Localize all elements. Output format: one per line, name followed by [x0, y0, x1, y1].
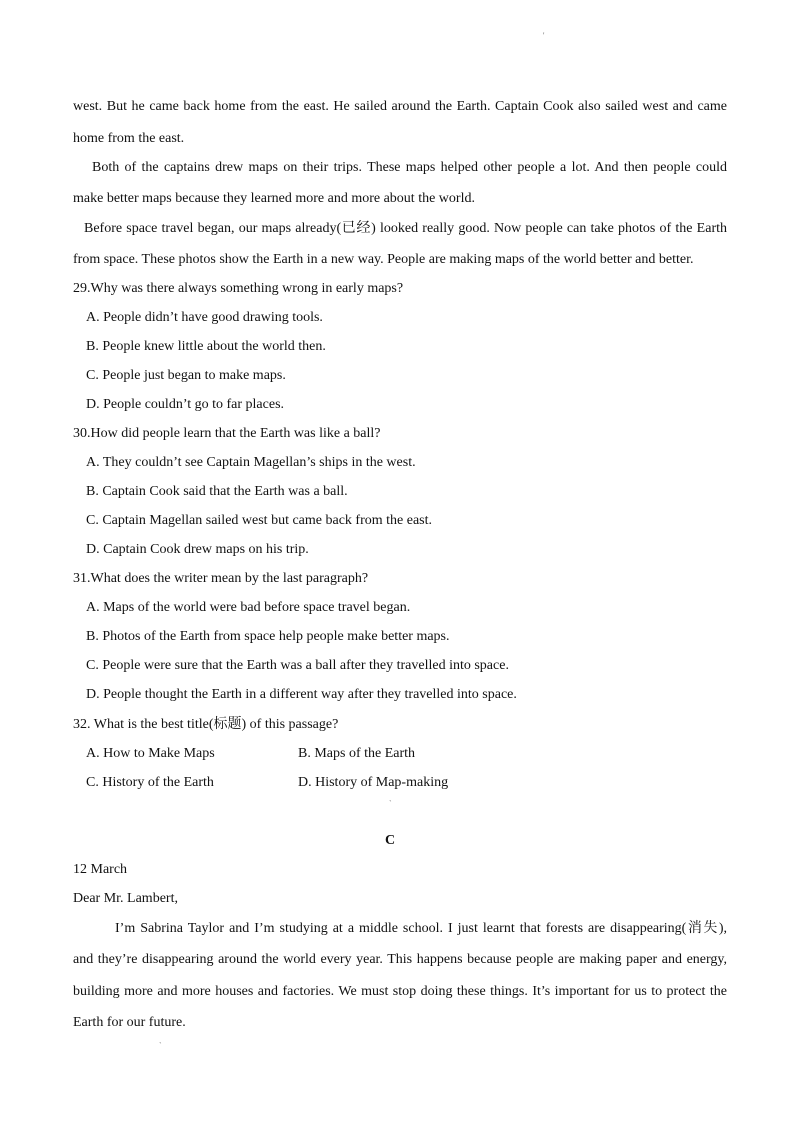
question-30-option-d: D. Captain Cook drew maps on his trip. — [86, 542, 309, 557]
question-30-stem: 30.How did people learn that the Earth was like a ball? — [73, 426, 381, 441]
stray-mark-bottom: ` — [159, 1041, 162, 1050]
question-29-option-d: D. People couldn’t go to far places. — [86, 397, 285, 412]
question-32-option-a: A. How to Make Maps — [86, 746, 215, 761]
question-30-option-a: A. They couldn’t see Captain Magellan’s ships in the west. — [86, 455, 416, 470]
question-30-option-c: C. Captain Magellan sailed west but came back from the east. — [86, 513, 433, 528]
question-29-option-a: A. People didn’t have good drawing tools. — [86, 310, 323, 325]
question-29-option-c: C. People just began to make maps. — [86, 368, 286, 383]
question-30-option-b: B. Captain Cook said that the Earth was a ball. — [86, 484, 348, 499]
letter-greeting: Dear Mr. Lambert, — [73, 891, 178, 906]
question-31-option-b: B. Photos of the Earth from space help people make better maps. — [86, 629, 450, 644]
passage-b-p3-line2: from space. These photos show the Earth in a new way. People are making maps of the world better and better. — [73, 252, 694, 267]
question-31-option-d: D. People thought the Earth in a different way after they travelled into space. — [86, 687, 517, 702]
question-32-option-c: C. History of the Earth — [86, 775, 214, 790]
question-31-stem: 31.What does the writer mean by the last paragraph? — [73, 571, 369, 586]
letter-body-line1: I’m Sabrina Taylor and I’m studying at a middle school. I just learnt that forests are disappearing(消失), — [115, 921, 727, 936]
question-32-stem: 32. What is the best title(标题) of this passage? — [73, 717, 339, 732]
question-32-option-d: D. History of Map-making — [298, 775, 449, 790]
letter-body-line2: and they’re disappearing around the world every year. This happens because people are making paper and energy, — [73, 952, 727, 967]
section-c-heading: C — [384, 833, 396, 848]
passage-b-p2-line1: Both of the captains drew maps on their trips. These maps helped other people a lot. And then people could — [92, 160, 727, 175]
stray-mark-top: ' — [543, 31, 545, 40]
passage-b-p3-line1: Before space travel began, our maps already(已经) looked really good. Now people can take photos of the Earth — [84, 221, 727, 236]
question-31-option-a: A. Maps of the world were bad before space travel began. — [86, 600, 411, 615]
question-32-option-b: B. Maps of the Earth — [298, 746, 416, 761]
question-29-option-b: B. People knew little about the world then. — [86, 339, 326, 354]
passage-b-p2-line2: make better maps because they learned more and more about the world. — [73, 191, 475, 206]
letter-body-line3: building more and more houses and factories. We must stop doing these things. It’s important for us to protect the — [73, 984, 727, 999]
letter-date: 12 March — [73, 862, 128, 877]
passage-b-p1-line2: home from the east. — [73, 131, 185, 146]
question-29-stem: 29.Why was there always something wrong in early maps? — [73, 281, 404, 296]
letter-body-line4: Earth for our future. — [73, 1015, 186, 1030]
passage-b-p1-line1: west. But he came back home from the east. He sailed around the Earth. Captain Cook also sailed west and came — [73, 99, 727, 114]
stray-mark-mid: ` — [389, 799, 392, 808]
question-31-option-c: C. People were sure that the Earth was a ball after they travelled into space. — [86, 658, 509, 673]
